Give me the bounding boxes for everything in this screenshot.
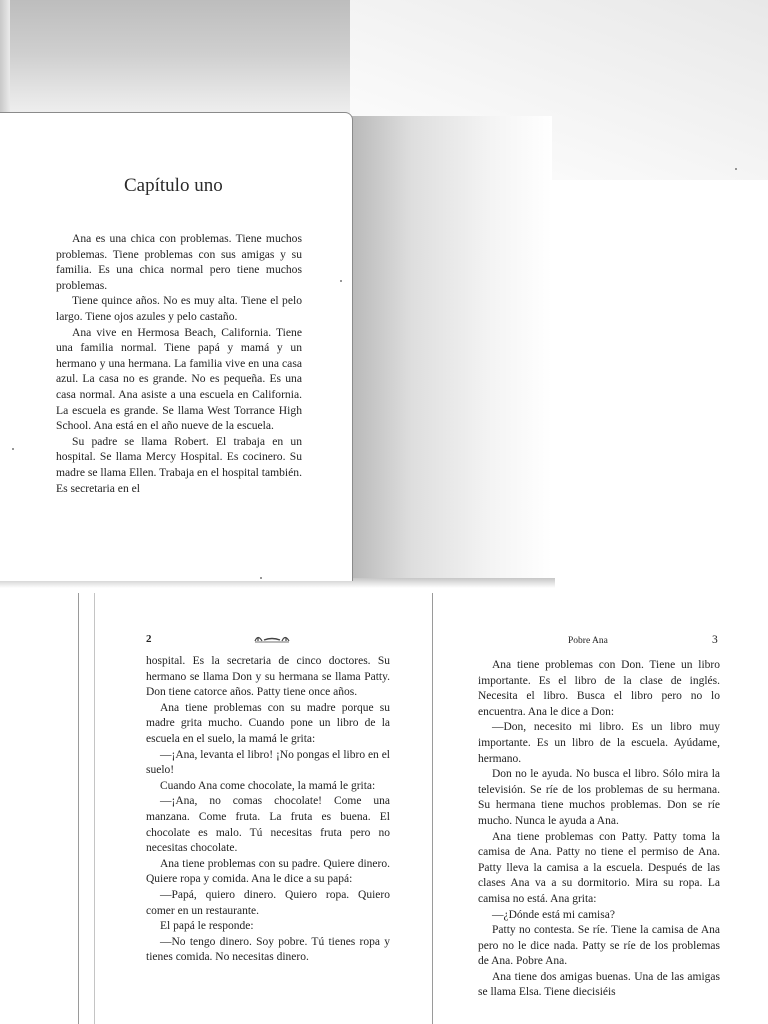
page-body-left bbox=[146, 654, 390, 966]
paragraph: Su padre se llama Robert. El trabaja en un hospital. Se llama Mercy Hospital. Es cocinero. Su madre se llama Ellen. Trabaja en el hospital también. Es secretaria en el bbox=[56, 434, 302, 495]
paragraph: hospital. Es la secretaria de cinco doctores. Su hermano se llama Don y su hermana se llama Patty. Don tiene catorce años. Patty tiene once años. bbox=[146, 655, 390, 699]
page-body-right bbox=[478, 658, 720, 1001]
page-edge-line bbox=[78, 593, 79, 1024]
scan-speck bbox=[735, 168, 737, 170]
paragraph: —Don, necesito mi libro. Es un libro muy importante. Es un libro de la escuela. Ayúdame, hermano. bbox=[478, 721, 720, 765]
paragraph: Ana tiene problemas con su madre porque su madre grita mucho. Cuando pone un libro de la escuela en el suelo, la mamá le grita: bbox=[146, 701, 390, 745]
paragraph: Patty no contesta. Se ríe. Tiene la camisa de Ana pero no le dice nada. Patty se ríe de los problemas de Ana. Pobre Ana. bbox=[478, 924, 720, 968]
chapter-body bbox=[56, 231, 302, 496]
paragraph: Ana tiene dos amigas buenas. Una de las amigas se llama Elsa. Tiene diecisiéis bbox=[478, 970, 720, 999]
page-edge-line bbox=[94, 593, 95, 1024]
page-number-left: 2 bbox=[146, 633, 152, 645]
paragraph: —¡Ana, levanta el libro! ¡No pongas el libro en el suelo! bbox=[146, 748, 390, 777]
paragraph: Ana tiene problemas con su padre. Quiere dinero. Quiere ropa y comida. Ana le dice a su papá: bbox=[146, 857, 390, 886]
paragraph: Ana tiene problemas con Don. Tiene un libro importante. Es el libro de la clase de inglés. Necesita el libro. Busca el libro pero no lo encuentra. Ana le dice a Don: bbox=[478, 659, 720, 718]
paragraph: Ana es una chica con problemas. Tiene muchos problemas. Tiene problemas con sus amigas y su familia. Es una chica normal pero tiene muchos problemas. bbox=[56, 232, 302, 292]
gutter-line bbox=[432, 593, 433, 1024]
page-shadow-right bbox=[352, 116, 552, 580]
paragraph: —¡Ana, no comas chocolate! Come una manzana. Come fruta. La fruta es buena. El chocolate es malo. Tú necesitas fruta pero no necesitas chocolate. bbox=[146, 795, 390, 855]
scan-speck bbox=[340, 280, 342, 282]
paragraph: Cuando Ana come chocolate, la mamá le grita: bbox=[160, 779, 376, 792]
paragraph: —¿Dónde está mi camisa? bbox=[492, 908, 615, 921]
paragraph: —No tengo dinero. Soy pobre. Tú tienes ropa y tienes comida. No necesitas dinero. bbox=[146, 935, 390, 964]
running-title: Pobre Ana bbox=[568, 636, 608, 646]
paragraph: El papá le responde: bbox=[160, 920, 254, 933]
paragraph: Ana tiene problemas con Patty. Patty toma la camisa de Ana. Patty no tiene el permiso de Ana. Patty lleva la camisa a la escuela. Después de las clases Ana va a su dormitorio. Mira su ropa. La camisa no está. Ana grita: bbox=[478, 830, 720, 905]
scan-speck bbox=[12, 448, 14, 450]
paragraph: Tiene quince años. No es muy alta. Tiene el pelo largo. Tiene ojos azules y pelo castaño. bbox=[56, 294, 302, 323]
scan-speck bbox=[260, 577, 262, 579]
paragraph: Don no le ayuda. No busca el libro. Sólo mira la televisión. Se ríe de los problemas de su hermana. Su hermana tiene muchos problemas. Don se ríe mucho. Nunca le ayuda a Ana. bbox=[478, 768, 720, 827]
ornament-icon bbox=[254, 632, 290, 644]
paragraph: Ana vive en Hermosa Beach, California. Tiene una familia normal. Tiene papá y mamá y un hermano y una hermana. La familia vive en una casa azul. La casa no es grande. No es pequeña. Es una casa normal. Ana asiste a una escuela en California. La escuela es grande. Se llama West Torrance High School. Ana está en el año nueve de la escuela. bbox=[56, 325, 302, 433]
paragraph: —Papá, quiero dinero. Quiero ropa. Quiero comer en un restaurante. bbox=[146, 888, 390, 917]
chapter-page bbox=[0, 112, 353, 581]
page-number-right: 3 bbox=[712, 634, 718, 646]
chapter-title: Capítulo uno bbox=[124, 175, 223, 196]
